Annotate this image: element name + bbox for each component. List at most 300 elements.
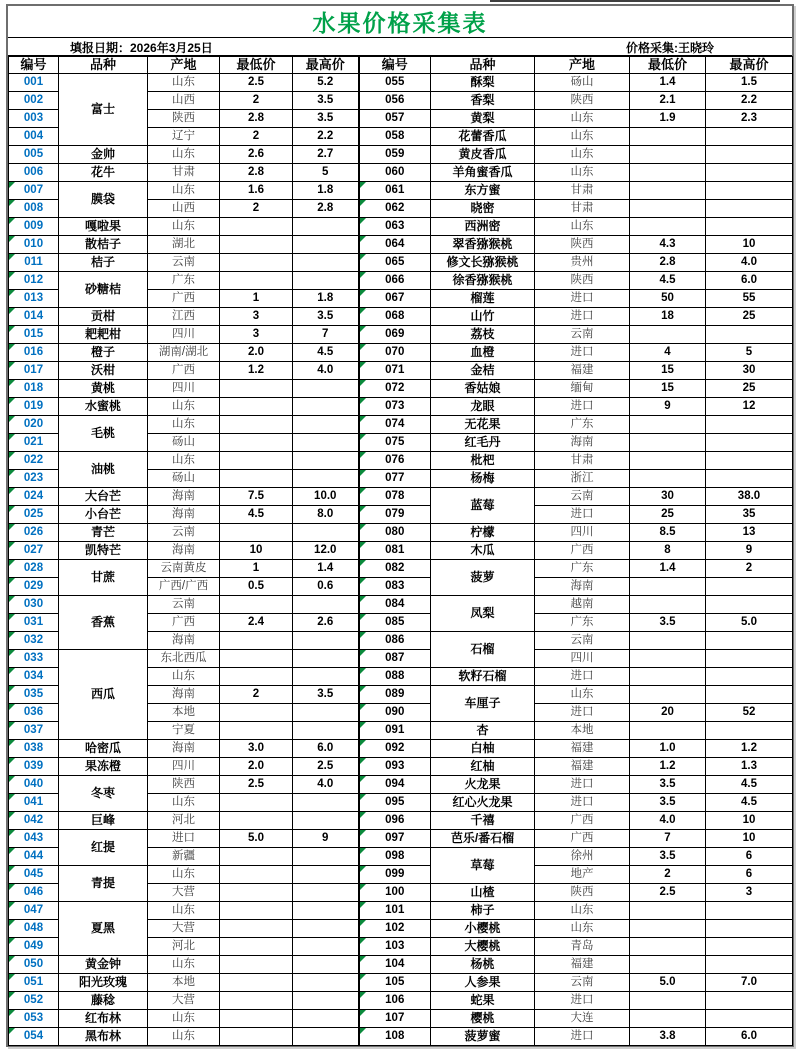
cell-origin[interactable]: 进口 <box>535 794 630 812</box>
cell-id[interactable]: 024 <box>9 488 59 506</box>
cell-min-price[interactable] <box>220 1028 293 1046</box>
cell-min-price[interactable] <box>630 632 706 650</box>
cell-variety[interactable]: 千禧 <box>431 812 535 830</box>
cell-min-price[interactable]: 25 <box>630 506 706 524</box>
cell-origin[interactable]: 山西 <box>148 200 220 218</box>
cell-min-price[interactable] <box>630 200 706 218</box>
cell-id[interactable]: 065 <box>359 254 431 272</box>
cell-variety[interactable]: 甘蔗 <box>59 560 148 596</box>
cell-id[interactable]: 059 <box>359 146 431 164</box>
cell-max-price[interactable]: 25 <box>706 308 793 326</box>
cell-origin[interactable]: 山西 <box>148 92 220 110</box>
cell-origin[interactable]: 浙江 <box>535 470 630 488</box>
cell-origin[interactable]: 海南 <box>535 434 630 452</box>
cell-origin[interactable]: 河北 <box>148 938 220 956</box>
cell-variety[interactable]: 软籽石榴 <box>431 668 535 686</box>
cell-max-price[interactable] <box>706 200 793 218</box>
cell-origin[interactable]: 山东 <box>535 164 630 182</box>
cell-id[interactable]: 090 <box>359 704 431 722</box>
cell-id[interactable]: 023 <box>9 470 59 488</box>
cell-variety[interactable]: 修文长猕猴桃 <box>431 254 535 272</box>
cell-origin[interactable]: 广东 <box>535 416 630 434</box>
cell-origin[interactable]: 大营 <box>148 992 220 1010</box>
cell-id[interactable]: 078 <box>359 488 431 506</box>
cell-origin[interactable]: 四川 <box>148 758 220 776</box>
cell-origin[interactable]: 进口 <box>535 398 630 416</box>
cell-variety[interactable]: 橙子 <box>59 344 148 362</box>
cell-max-price[interactable] <box>706 470 793 488</box>
cell-max-price[interactable]: 2.3 <box>706 110 793 128</box>
cell-max-price[interactable]: 30 <box>706 362 793 380</box>
cell-origin[interactable]: 山东 <box>148 956 220 974</box>
cell-origin[interactable]: 福建 <box>535 740 630 758</box>
cell-id[interactable]: 047 <box>9 902 59 920</box>
cell-origin[interactable]: 山东 <box>148 416 220 434</box>
cell-origin[interactable]: 贵州 <box>535 254 630 272</box>
cell-min-price[interactable]: 4.0 <box>630 812 706 830</box>
cell-variety[interactable]: 香梨 <box>431 92 535 110</box>
cell-max-price[interactable] <box>706 956 793 974</box>
cell-origin[interactable]: 山东 <box>535 218 630 236</box>
cell-id[interactable]: 049 <box>9 938 59 956</box>
cell-min-price[interactable]: 2.8 <box>630 254 706 272</box>
cell-origin[interactable]: 广东 <box>148 272 220 290</box>
cell-max-price[interactable]: 7 <box>293 326 359 344</box>
cell-variety[interactable]: 羊角蜜香瓜 <box>431 164 535 182</box>
cell-id[interactable]: 099 <box>359 866 431 884</box>
cell-min-price[interactable]: 50 <box>630 290 706 308</box>
cell-max-price[interactable]: 10 <box>706 236 793 254</box>
cell-max-price[interactable]: 55 <box>706 290 793 308</box>
cell-min-price[interactable] <box>220 722 293 740</box>
cell-max-price[interactable]: 2.2 <box>293 128 359 146</box>
cell-id[interactable]: 042 <box>9 812 59 830</box>
cell-variety[interactable]: 红心火龙果 <box>431 794 535 812</box>
cell-origin[interactable]: 越南 <box>535 596 630 614</box>
cell-origin[interactable]: 进口 <box>535 992 630 1010</box>
cell-min-price[interactable] <box>220 218 293 236</box>
cell-max-price[interactable]: 9 <box>293 830 359 848</box>
cell-variety[interactable]: 凤梨 <box>431 596 535 632</box>
cell-variety[interactable]: 阳光玫瑰 <box>59 974 148 992</box>
cell-min-price[interactable]: 2.5 <box>630 884 706 902</box>
cell-id[interactable]: 048 <box>9 920 59 938</box>
cell-max-price[interactable]: 4.5 <box>706 794 793 812</box>
cell-id[interactable]: 064 <box>359 236 431 254</box>
cell-max-price[interactable] <box>706 920 793 938</box>
cell-id[interactable]: 098 <box>359 848 431 866</box>
cell-variety[interactable]: 油桃 <box>59 452 148 488</box>
cell-max-price[interactable] <box>293 794 359 812</box>
cell-max-price[interactable]: 2.7 <box>293 146 359 164</box>
cell-min-price[interactable] <box>220 794 293 812</box>
cell-id[interactable]: 107 <box>359 1010 431 1028</box>
cell-origin[interactable]: 云南 <box>148 254 220 272</box>
cell-origin[interactable]: 山东 <box>148 398 220 416</box>
cell-max-price[interactable]: 5 <box>293 164 359 182</box>
cell-variety[interactable]: 哈密瓜 <box>59 740 148 758</box>
cell-min-price[interactable]: 8.5 <box>630 524 706 542</box>
cell-variety[interactable]: 金帅 <box>59 146 148 164</box>
column-header-id[interactable]: 编号 <box>9 57 59 74</box>
cell-max-price[interactable]: 1.3 <box>706 758 793 776</box>
cell-origin[interactable]: 福建 <box>535 956 630 974</box>
cell-min-price[interactable] <box>630 920 706 938</box>
cell-variety[interactable]: 火龙果 <box>431 776 535 794</box>
cell-variety[interactable]: 膜袋 <box>59 182 148 218</box>
cell-min-price[interactable]: 1 <box>220 290 293 308</box>
cell-origin[interactable]: 云南黄皮 <box>148 560 220 578</box>
cell-id[interactable]: 020 <box>9 416 59 434</box>
cell-origin[interactable]: 广西 <box>148 290 220 308</box>
cell-id[interactable]: 004 <box>9 128 59 146</box>
cell-max-price[interactable]: 3.5 <box>293 110 359 128</box>
cell-max-price[interactable]: 2.6 <box>293 614 359 632</box>
cell-variety[interactable]: 杏 <box>431 722 535 740</box>
cell-max-price[interactable] <box>706 632 793 650</box>
cell-origin[interactable]: 进口 <box>535 308 630 326</box>
column-header-max-price[interactable]: 最高价 <box>293 57 359 74</box>
cell-max-price[interactable] <box>293 650 359 668</box>
cell-min-price[interactable] <box>630 992 706 1010</box>
cell-id[interactable]: 057 <box>359 110 431 128</box>
cell-max-price[interactable]: 5.2 <box>293 74 359 92</box>
cell-max-price[interactable] <box>706 1010 793 1028</box>
cell-id[interactable]: 087 <box>359 650 431 668</box>
cell-min-price[interactable]: 3 <box>220 308 293 326</box>
cell-id[interactable]: 055 <box>359 74 431 92</box>
cell-id[interactable]: 010 <box>9 236 59 254</box>
cell-variety[interactable]: 红提 <box>59 830 148 866</box>
cell-variety[interactable]: 巨峰 <box>59 812 148 830</box>
cell-id[interactable]: 054 <box>9 1028 59 1046</box>
cell-max-price[interactable]: 6 <box>706 866 793 884</box>
cell-max-price[interactable] <box>293 1028 359 1046</box>
cell-max-price[interactable]: 10 <box>706 830 793 848</box>
cell-id[interactable]: 041 <box>9 794 59 812</box>
cell-min-price[interactable] <box>220 380 293 398</box>
cell-max-price[interactable]: 6.0 <box>706 1028 793 1046</box>
cell-origin[interactable]: 福建 <box>535 758 630 776</box>
cell-min-price[interactable]: 30 <box>630 488 706 506</box>
cell-min-price[interactable] <box>220 848 293 866</box>
cell-variety[interactable]: 花蕾香瓜 <box>431 128 535 146</box>
cell-max-price[interactable] <box>293 848 359 866</box>
cell-origin[interactable]: 海南 <box>148 506 220 524</box>
cell-origin[interactable]: 山东 <box>148 1010 220 1028</box>
cell-max-price[interactable] <box>293 920 359 938</box>
cell-max-price[interactable]: 10.0 <box>293 488 359 506</box>
cell-min-price[interactable]: 15 <box>630 380 706 398</box>
cell-min-price[interactable] <box>220 956 293 974</box>
column-header-max-price[interactable]: 最高价 <box>706 57 793 74</box>
cell-max-price[interactable]: 1.4 <box>293 560 359 578</box>
cell-max-price[interactable]: 2.8 <box>293 200 359 218</box>
cell-variety[interactable]: 柠檬 <box>431 524 535 542</box>
cell-min-price[interactable] <box>220 596 293 614</box>
cell-id[interactable]: 044 <box>9 848 59 866</box>
cell-variety[interactable]: 车厘子 <box>431 686 535 722</box>
cell-min-price[interactable] <box>630 956 706 974</box>
cell-variety[interactable]: 蓝莓 <box>431 488 535 524</box>
cell-origin[interactable]: 甘肃 <box>148 164 220 182</box>
cell-min-price[interactable]: 2.1 <box>630 92 706 110</box>
cell-id[interactable]: 086 <box>359 632 431 650</box>
cell-id[interactable]: 002 <box>9 92 59 110</box>
cell-max-price[interactable]: 4.5 <box>706 776 793 794</box>
cell-id[interactable]: 101 <box>359 902 431 920</box>
cell-id[interactable]: 070 <box>359 344 431 362</box>
cell-max-price[interactable]: 52 <box>706 704 793 722</box>
cell-min-price[interactable] <box>630 722 706 740</box>
column-header-variety[interactable]: 品种 <box>431 57 535 74</box>
cell-max-price[interactable]: 0.6 <box>293 578 359 596</box>
cell-variety[interactable]: 樱桃 <box>431 1010 535 1028</box>
cell-origin[interactable]: 山东 <box>535 686 630 704</box>
cell-origin[interactable]: 广东 <box>535 560 630 578</box>
cell-max-price[interactable]: 7.0 <box>706 974 793 992</box>
cell-min-price[interactable]: 7.5 <box>220 488 293 506</box>
cell-min-price[interactable] <box>220 668 293 686</box>
cell-id[interactable]: 043 <box>9 830 59 848</box>
cell-min-price[interactable]: 2.0 <box>220 758 293 776</box>
cell-max-price[interactable] <box>706 596 793 614</box>
cell-origin[interactable]: 宁夏 <box>148 722 220 740</box>
cell-max-price[interactable] <box>293 722 359 740</box>
cell-id[interactable]: 092 <box>359 740 431 758</box>
cell-origin[interactable]: 广西/广西 <box>148 578 220 596</box>
cell-origin[interactable]: 广西 <box>148 614 220 632</box>
cell-id[interactable]: 067 <box>359 290 431 308</box>
cell-variety[interactable]: 血橙 <box>431 344 535 362</box>
cell-min-price[interactable]: 1.6 <box>220 182 293 200</box>
cell-min-price[interactable] <box>220 974 293 992</box>
cell-id[interactable]: 085 <box>359 614 431 632</box>
cell-min-price[interactable] <box>220 812 293 830</box>
column-header-origin[interactable]: 产地 <box>148 57 220 74</box>
cell-max-price[interactable]: 13 <box>706 524 793 542</box>
cell-id[interactable]: 106 <box>359 992 431 1010</box>
cell-variety[interactable]: 水蜜桃 <box>59 398 148 416</box>
cell-max-price[interactable] <box>706 992 793 1010</box>
cell-min-price[interactable] <box>220 938 293 956</box>
cell-variety[interactable]: 红柚 <box>431 758 535 776</box>
cell-origin[interactable]: 云南 <box>148 596 220 614</box>
cell-id[interactable]: 072 <box>359 380 431 398</box>
cell-max-price[interactable]: 2.2 <box>706 92 793 110</box>
cell-min-price[interactable] <box>220 524 293 542</box>
cell-min-price[interactable]: 1.0 <box>630 740 706 758</box>
cell-min-price[interactable] <box>630 938 706 956</box>
cell-origin[interactable]: 缅甸 <box>535 380 630 398</box>
cell-min-price[interactable] <box>220 902 293 920</box>
cell-variety[interactable]: 杨梅 <box>431 470 535 488</box>
cell-variety[interactable]: 黄梨 <box>431 110 535 128</box>
cell-id[interactable]: 050 <box>9 956 59 974</box>
cell-min-price[interactable]: 3 <box>220 326 293 344</box>
cell-origin[interactable]: 四川 <box>148 380 220 398</box>
cell-id[interactable]: 102 <box>359 920 431 938</box>
cell-max-price[interactable]: 3.5 <box>293 92 359 110</box>
cell-min-price[interactable] <box>630 470 706 488</box>
cell-min-price[interactable]: 4.5 <box>220 506 293 524</box>
cell-id[interactable]: 051 <box>9 974 59 992</box>
cell-max-price[interactable] <box>293 668 359 686</box>
cell-origin[interactable]: 云南 <box>535 488 630 506</box>
cell-variety[interactable]: 花牛 <box>59 164 148 182</box>
cell-variety[interactable]: 杨桃 <box>431 956 535 974</box>
cell-min-price[interactable] <box>630 902 706 920</box>
cell-min-price[interactable] <box>220 416 293 434</box>
cell-min-price[interactable]: 2.0 <box>220 344 293 362</box>
cell-max-price[interactable]: 6 <box>706 848 793 866</box>
cell-min-price[interactable]: 1 <box>220 560 293 578</box>
cell-min-price[interactable] <box>220 866 293 884</box>
cell-min-price[interactable] <box>220 254 293 272</box>
cell-min-price[interactable] <box>220 884 293 902</box>
cell-variety[interactable]: 沃柑 <box>59 362 148 380</box>
cell-variety[interactable]: 香蕉 <box>59 596 148 650</box>
cell-origin[interactable]: 陕西 <box>148 110 220 128</box>
cell-id[interactable]: 036 <box>9 704 59 722</box>
cell-origin[interactable]: 广东 <box>535 614 630 632</box>
cell-min-price[interactable]: 2 <box>220 200 293 218</box>
cell-min-price[interactable] <box>630 416 706 434</box>
cell-id[interactable]: 022 <box>9 452 59 470</box>
cell-variety[interactable]: 香姑娘 <box>431 380 535 398</box>
cell-max-price[interactable]: 25 <box>706 380 793 398</box>
cell-max-price[interactable] <box>293 884 359 902</box>
cell-variety[interactable]: 冬枣 <box>59 776 148 812</box>
cell-max-price[interactable] <box>293 938 359 956</box>
cell-min-price[interactable]: 3.5 <box>630 848 706 866</box>
cell-origin[interactable]: 地产 <box>535 866 630 884</box>
cell-max-price[interactable] <box>706 182 793 200</box>
cell-max-price[interactable] <box>706 722 793 740</box>
cell-origin[interactable]: 山东 <box>148 794 220 812</box>
cell-id[interactable]: 027 <box>9 542 59 560</box>
cell-min-price[interactable]: 2 <box>630 866 706 884</box>
cell-origin[interactable]: 广西 <box>148 362 220 380</box>
cell-id[interactable]: 025 <box>9 506 59 524</box>
cell-origin[interactable]: 青岛 <box>535 938 630 956</box>
cell-min-price[interactable] <box>220 992 293 1010</box>
cell-id[interactable]: 033 <box>9 650 59 668</box>
cell-id[interactable]: 013 <box>9 290 59 308</box>
cell-min-price[interactable]: 2 <box>220 128 293 146</box>
cell-variety[interactable]: 徐香猕猴桃 <box>431 272 535 290</box>
cell-min-price[interactable]: 2.6 <box>220 146 293 164</box>
cell-min-price[interactable]: 5.0 <box>220 830 293 848</box>
cell-max-price[interactable]: 5 <box>706 344 793 362</box>
cell-origin[interactable]: 河北 <box>148 812 220 830</box>
cell-min-price[interactable]: 4.5 <box>630 272 706 290</box>
cell-origin[interactable]: 砀山 <box>148 470 220 488</box>
cell-origin[interactable]: 大营 <box>148 884 220 902</box>
cell-id[interactable]: 095 <box>359 794 431 812</box>
cell-min-price[interactable] <box>630 596 706 614</box>
cell-min-price[interactable]: 1.9 <box>630 110 706 128</box>
cell-max-price[interactable] <box>293 470 359 488</box>
cell-variety[interactable]: 果冻橙 <box>59 758 148 776</box>
cell-variety[interactable]: 黄桃 <box>59 380 148 398</box>
cell-max-price[interactable] <box>706 578 793 596</box>
cell-max-price[interactable]: 1.8 <box>293 290 359 308</box>
cell-variety[interactable]: 人参果 <box>431 974 535 992</box>
cell-variety[interactable]: 白柚 <box>431 740 535 758</box>
cell-max-price[interactable]: 12 <box>706 398 793 416</box>
cell-max-price[interactable] <box>293 254 359 272</box>
cell-min-price[interactable]: 1.2 <box>220 362 293 380</box>
cell-origin[interactable]: 福建 <box>535 362 630 380</box>
cell-max-price[interactable]: 4.0 <box>293 362 359 380</box>
cell-variety[interactable]: 荔枝 <box>431 326 535 344</box>
cell-id[interactable]: 030 <box>9 596 59 614</box>
cell-origin[interactable]: 本地 <box>148 704 220 722</box>
cell-id[interactable]: 052 <box>9 992 59 1010</box>
cell-origin[interactable]: 陕西 <box>535 272 630 290</box>
cell-max-price[interactable] <box>293 902 359 920</box>
cell-max-price[interactable]: 9 <box>706 542 793 560</box>
cell-min-price[interactable]: 15 <box>630 362 706 380</box>
cell-origin[interactable]: 山东 <box>148 866 220 884</box>
cell-origin[interactable]: 大连 <box>535 1010 630 1028</box>
cell-origin[interactable]: 山东 <box>535 902 630 920</box>
cell-min-price[interactable] <box>630 578 706 596</box>
cell-variety[interactable]: 山楂 <box>431 884 535 902</box>
cell-origin[interactable]: 甘肃 <box>535 452 630 470</box>
cell-id[interactable]: 021 <box>9 434 59 452</box>
cell-origin[interactable]: 陕西 <box>535 236 630 254</box>
cell-max-price[interactable]: 3.5 <box>293 686 359 704</box>
cell-id[interactable]: 093 <box>359 758 431 776</box>
cell-origin[interactable]: 大营 <box>148 920 220 938</box>
cell-origin[interactable]: 进口 <box>535 506 630 524</box>
cell-origin[interactable]: 山东 <box>535 920 630 938</box>
cell-origin[interactable]: 江西 <box>148 308 220 326</box>
cell-origin[interactable]: 海南 <box>148 632 220 650</box>
cell-min-price[interactable] <box>630 128 706 146</box>
cell-id[interactable]: 009 <box>9 218 59 236</box>
cell-origin[interactable]: 进口 <box>535 704 630 722</box>
cell-origin[interactable]: 山东 <box>148 902 220 920</box>
cell-id[interactable]: 068 <box>359 308 431 326</box>
cell-id[interactable]: 053 <box>9 1010 59 1028</box>
cell-variety[interactable]: 菠萝 <box>431 560 535 596</box>
cell-id[interactable]: 038 <box>9 740 59 758</box>
cell-variety[interactable]: 木瓜 <box>431 542 535 560</box>
cell-min-price[interactable]: 2 <box>220 686 293 704</box>
cell-variety[interactable]: 菠萝蜜 <box>431 1028 535 1046</box>
cell-min-price[interactable]: 1.2 <box>630 758 706 776</box>
cell-min-price[interactable]: 20 <box>630 704 706 722</box>
cell-min-price[interactable] <box>220 398 293 416</box>
cell-variety[interactable]: 嘎啦果 <box>59 218 148 236</box>
cell-id[interactable]: 082 <box>359 560 431 578</box>
column-header-min-price[interactable]: 最低价 <box>630 57 706 74</box>
cell-origin[interactable]: 海南 <box>148 686 220 704</box>
cell-max-price[interactable]: 38.0 <box>706 488 793 506</box>
cell-origin[interactable]: 东北西瓜 <box>148 650 220 668</box>
cell-id[interactable]: 001 <box>9 74 59 92</box>
cell-max-price[interactable] <box>293 452 359 470</box>
cell-origin[interactable]: 陕西 <box>148 776 220 794</box>
cell-id[interactable]: 056 <box>359 92 431 110</box>
cell-min-price[interactable]: 10 <box>220 542 293 560</box>
cell-variety[interactable]: 柿子 <box>431 902 535 920</box>
cell-origin[interactable]: 广西 <box>535 812 630 830</box>
cell-id[interactable]: 077 <box>359 470 431 488</box>
